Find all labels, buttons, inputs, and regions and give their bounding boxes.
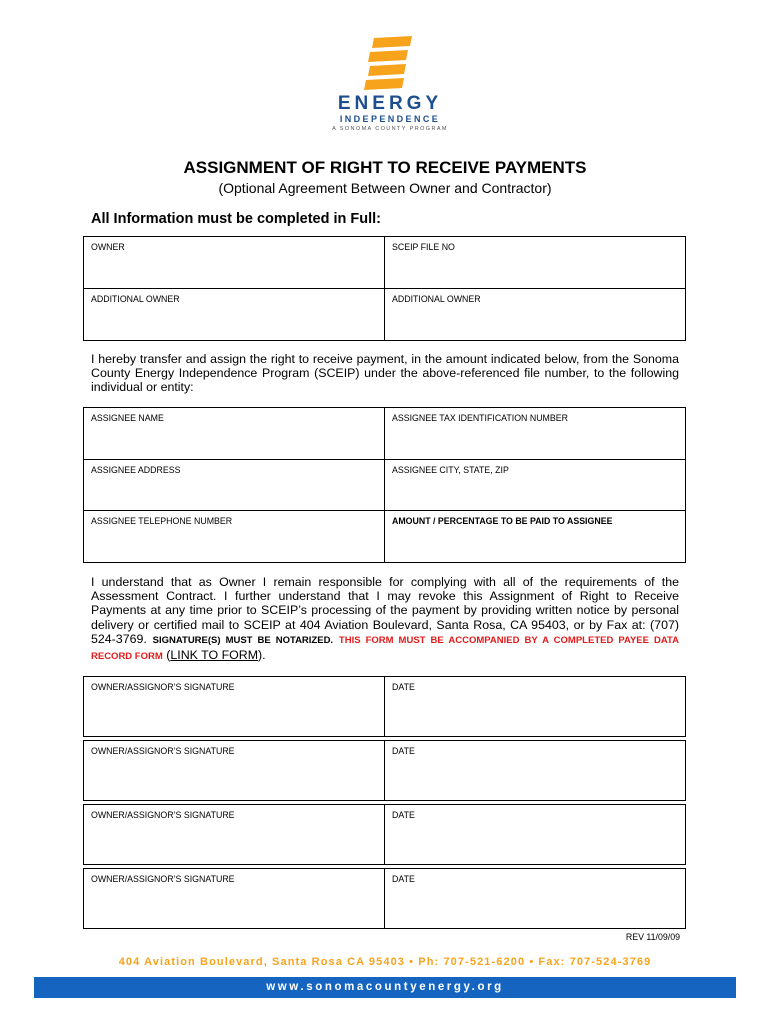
logo-line-independence: INDEPENDENCE: [339, 114, 441, 124]
assignee-telephone-field[interactable]: ASSIGNEE TELEPHONE NUMBER: [84, 511, 385, 562]
owner-grid: [83, 236, 686, 341]
additional-owner-row: [84, 289, 685, 340]
owner-row: [84, 237, 685, 289]
assignee-phone-row: [84, 511, 685, 562]
assignee-tax-id-field[interactable]: ASSIGNEE TAX IDENTIFICATION NUMBER: [392, 413, 568, 423]
notarized-notice: SIGNATURE(S) MUST BE NOTARIZED.: [152, 634, 334, 646]
signature-row: [83, 868, 686, 929]
payee-data-notice: THIS FORM MUST BE ACCOMPANIED BY A COMPLETED PAYEE DATA RECORD FORM: [91, 634, 679, 663]
signature-row: [83, 740, 686, 801]
sceip-file-no-field[interactable]: SCEIP FILE NO: [392, 242, 455, 252]
page-title: ASSIGNMENT OF RIGHT TO RECEIVE PAYMENTS: [183, 158, 587, 177]
owner-signature-field[interactable]: OWNER/ASSIGNOR’S SIGNATURE: [84, 741, 385, 800]
date-field[interactable]: DATE: [392, 874, 415, 884]
link-close-paren: ).: [258, 648, 266, 663]
assignee-address-field[interactable]: ASSIGNEE ADDRESS: [84, 460, 385, 510]
footer-address: 404 Aviation Boulevard, Santa Rosa CA 95403 • Ph: 707-521-6200 • Fax: 707-524-3769: [118, 956, 652, 968]
assignee-address-row: [84, 460, 685, 511]
understand-paragraph: [91, 575, 679, 664]
owner-field[interactable]: OWNER: [84, 237, 385, 288]
energy-independence-logo: [330, 36, 450, 140]
all-info-heading: All Information must be completed in Full:: [91, 211, 382, 227]
link-open-paren: (: [166, 648, 171, 663]
owner-signature-field[interactable]: OWNER/ASSIGNOR’S SIGNATURE: [84, 677, 385, 736]
understand-text: I understand that as Owner I remain responsible for complying with all of the requirements of the Assessment Contract. I further understand that I may revoke this Assignment of Right to Receive Payments at any time prior to SCEIP’s processing of the payment by providing written notice by personal delivery or certified mail to SCEIP at 404 Aviation Boulevard, Santa Rosa, CA 95403, or by Fax at: (707) 524-3769.: [91, 575, 679, 646]
signature-row: [83, 676, 686, 737]
link-to-form[interactable]: LINK TO FORM: [170, 648, 259, 663]
footer-website-bar: [34, 977, 736, 998]
signature-row: [83, 804, 686, 865]
revision-label: REV 11/09/09: [625, 932, 680, 942]
assignee-name-row: [84, 408, 685, 460]
transfer-paragraph: I hereby transfer and assign the right to receive payment, in the amount indicated below, from the Sonoma County Energy Independence Program (SCEIP) under the above-referenced file number, to the following individual or entity:: [91, 352, 679, 395]
date-field[interactable]: DATE: [392, 746, 415, 756]
owner-signature-field[interactable]: OWNER/ASSIGNOR’S SIGNATURE: [84, 805, 385, 864]
amount-percentage-field[interactable]: AMOUNT / PERCENTAGE TO BE PAID TO ASSIGNEE: [392, 516, 613, 526]
date-field[interactable]: DATE: [392, 810, 415, 820]
owner-signature-field[interactable]: OWNER/ASSIGNOR’S SIGNATURE: [84, 869, 385, 928]
assignee-city-state-zip-field[interactable]: ASSIGNEE CITY, STATE, ZIP: [392, 465, 509, 475]
page-subtitle: (Optional Agreement Between Owner and Contractor): [218, 180, 552, 196]
date-field[interactable]: DATE: [392, 682, 415, 692]
footer-website[interactable]: www.sonomacountyenergy.org: [266, 981, 504, 993]
additional-owner-field[interactable]: ADDITIONAL OWNER: [84, 289, 385, 340]
logo-line-energy: ENERGY: [337, 93, 443, 114]
energy-e-logo-icon: [364, 36, 416, 92]
assignee-grid: [83, 407, 686, 563]
logo-line-program: A SONOMA COUNTY PROGRAM: [332, 126, 448, 132]
additional-owner-field-2[interactable]: ADDITIONAL OWNER: [392, 294, 481, 304]
assignee-name-field[interactable]: ASSIGNEE NAME: [84, 408, 385, 459]
